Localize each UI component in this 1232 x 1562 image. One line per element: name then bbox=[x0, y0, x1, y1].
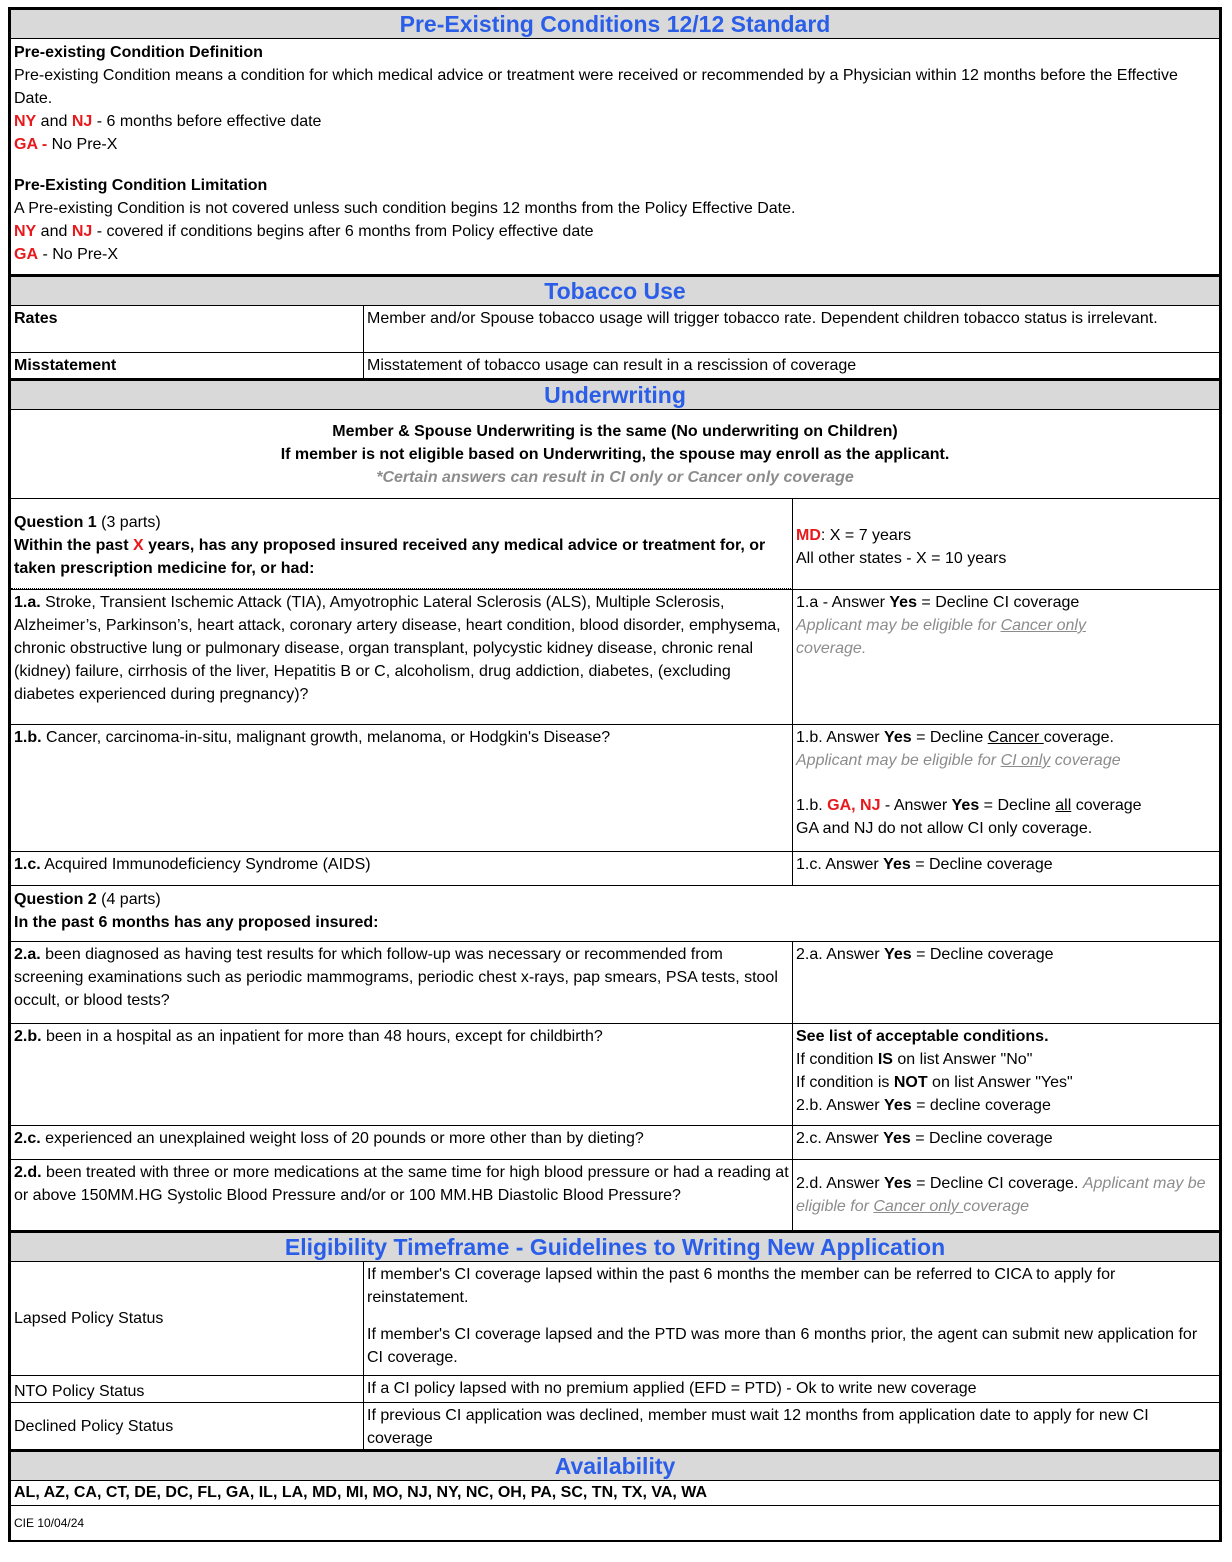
q1c-question: 1.c. Acquired Immunodeficiency Syndrome (AIDS) bbox=[11, 852, 793, 885]
tobacco-text: Member and/or Spouse tobacco usage will trigger tobacco rate. Dependent children tobacco status is irrelevant. bbox=[367, 310, 1158, 327]
q2a-answer: 2.a. Answer Yes = Decline coverage bbox=[796, 946, 1054, 963]
q1b-question: 1.b. Cancer, carcinoma-in-situ, malignant growth, melanoma, or Hodgkin's Disease? bbox=[11, 725, 793, 851]
question1-cell: Question 1 (3 parts) Within the past X years, has any proposed insured received any medical advice or treatment for, or taken prescription medicine for, or had: bbox=[11, 499, 793, 589]
tobacco-row bbox=[11, 305, 1219, 352]
declined-row bbox=[11, 1402, 1219, 1449]
q2d-row bbox=[11, 1159, 1219, 1230]
definition-text: Pre-existing Condition means a condition for which medical advice or treatment were received or recommended by a Physician within 12 months before the Effective Date. bbox=[14, 67, 1178, 107]
q2a-row bbox=[11, 941, 1219, 1023]
q2b-row bbox=[11, 1023, 1219, 1125]
document-footer: CIE 10/04/24 bbox=[11, 1505, 1219, 1540]
q2d-answer: 2.d. Answer Yes = Decline CI coverage. Applicant may be eligible for Cancer only coverage bbox=[796, 1175, 1206, 1215]
definition-ga: GA - No Pre-X bbox=[14, 136, 118, 153]
declined-text: If previous CI application was declined, member must wait 12 months from application date to apply for new CI coverage bbox=[367, 1407, 1149, 1447]
availability-header: Availability bbox=[11, 1449, 1219, 1480]
preexisting-header: Pre-Existing Conditions 12/12 Standard bbox=[11, 10, 1219, 38]
q2b-answer: See list of acceptable conditions. If condition IS on list Answer "No" If condition is NOT on list Answer "Yes" 2.b. Answer Yes = decline coverage bbox=[796, 1028, 1073, 1114]
uw-note: *Certain answers can result in CI only or Cancer only coverage bbox=[376, 469, 854, 486]
q1a-answer: 1.a - Answer Yes = Decline CI coverage Applicant may be eligible for Cancer only coverage. bbox=[796, 594, 1086, 657]
uw-line: Member & Spouse Underwriting is the same (No underwriting on Children) bbox=[332, 423, 898, 440]
q1c-answer: 1.c. Answer Yes = Decline coverage bbox=[796, 856, 1053, 873]
q1b-row bbox=[11, 724, 1219, 851]
q1a-question: 1.a. Stroke, Transient Ischemic Attack (TIA), Amyotrophic Lateral Sclerosis (ALS), Multiple Sclerosis, Alzheimer’s, Parkinson’s, heart attack, coronary artery disease, heart condition, blood disorder, emphysema, chronic obstructive lung or pulmonary disease, organ transplant, polycystic kidney disease, chronic renal (kidney) failure, cirrhosis of the liver, Hepatitis B or C, alcoholism, drug addiction, diabetes, (excluding diabetes experienced during pregnancy)? bbox=[11, 590, 793, 724]
tobacco-text: Misstatement of tobacco usage can result in a rescission of coverage bbox=[367, 357, 857, 374]
lapsed-row bbox=[11, 1261, 1219, 1375]
q2d-question: 2.d. been treated with three or more medications at the same time for high blood pressure or had a reading at or above 150MM.HG Systolic Blood Pressure and/or or 100 MM.HB Diastolic Blood Pressure? bbox=[11, 1160, 793, 1230]
definition-nynj: NY and NJ - 6 months before effective date bbox=[14, 113, 322, 130]
q2a-question: 2.a. been diagnosed as having test results for which follow-up was necessary or recommended from screening examinations such as periodic mammograms, periodic chest x-rays, pap smears, PSA tests, stool occult, or blood tests? bbox=[11, 942, 793, 1023]
question2-block: Question 2 (4 parts) In the past 6 months has any proposed insured: bbox=[11, 885, 1219, 941]
question1-row bbox=[11, 498, 1219, 589]
nto-row bbox=[11, 1375, 1219, 1402]
nto-text: If a CI policy lapsed with no premium applied (EFD = PTD) - Ok to write new coverage bbox=[367, 1380, 977, 1397]
limitation-heading: Pre-Existing Condition Limitation bbox=[14, 177, 268, 194]
question1-answer: MD: X = 7 years All other states - X = 10 years bbox=[796, 527, 1007, 567]
tobacco-header: Tobacco Use bbox=[11, 274, 1219, 305]
q1a-row bbox=[11, 589, 1219, 724]
lapsed-label: Lapsed Policy Status bbox=[11, 1262, 364, 1375]
preexisting-section bbox=[11, 38, 1219, 274]
q2c-answer: 2.c. Answer Yes = Decline coverage bbox=[796, 1130, 1053, 1147]
definition-heading: Pre-existing Condition Definition bbox=[14, 44, 263, 61]
tobacco-label: Rates bbox=[11, 306, 364, 352]
q2c-row bbox=[11, 1125, 1219, 1159]
eligibility-header: Eligibility Timeframe - Guidelines to Writing New Application bbox=[11, 1230, 1219, 1261]
underwriting-intro bbox=[11, 409, 1219, 498]
q1b-answer: 1.b. Answer Yes = Decline Cancer coverage. Applicant may be eligible for CI only coverage 1.b. GA, NJ - Answer Yes = Decline all coverage GA and NJ do not allow CI only coverage. bbox=[796, 729, 1142, 837]
limitation-nynj: NY and NJ - covered if conditions begins after 6 months from Policy effective date bbox=[14, 223, 594, 240]
tobacco-label: Misstatement bbox=[11, 353, 364, 378]
availability-states: AL, AZ, CA, CT, DE, DC, FL, GA, IL, LA, MD, MI, MO, NJ, NY, NC, OH, PA, SC, TN, TX, VA, WA bbox=[11, 1480, 1219, 1505]
underwriting-header: Underwriting bbox=[11, 378, 1219, 409]
q2b-question: 2.b. been in a hospital as an inpatient for more than 48 hours, except for childbirth? bbox=[11, 1024, 793, 1125]
q1c-row bbox=[11, 851, 1219, 885]
uw-line: If member is not eligible based on Underwriting, the spouse may enroll as the applicant. bbox=[280, 446, 950, 463]
nto-label: NTO Policy Status bbox=[11, 1376, 364, 1402]
limitation-text: A Pre-existing Condition is not covered unless such condition begins 12 months from the Policy Effective Date. bbox=[14, 200, 796, 217]
q2c-question: 2.c. experienced an unexplained weight loss of 20 pounds or more other than by dieting? bbox=[11, 1126, 793, 1159]
limitation-ga: GA - No Pre-X bbox=[14, 246, 119, 263]
declined-label: Declined Policy Status bbox=[11, 1403, 364, 1449]
lapsed-text: If member's CI coverage lapsed within the past 6 months the member can be referred to CICA to apply for reinstatement. If member's CI coverage lapsed and the PTD was more than 6 months prior, the agent can submit new application for CI coverage. bbox=[367, 1266, 1198, 1366]
tobacco-row bbox=[11, 352, 1219, 378]
document-frame bbox=[8, 7, 1222, 1542]
